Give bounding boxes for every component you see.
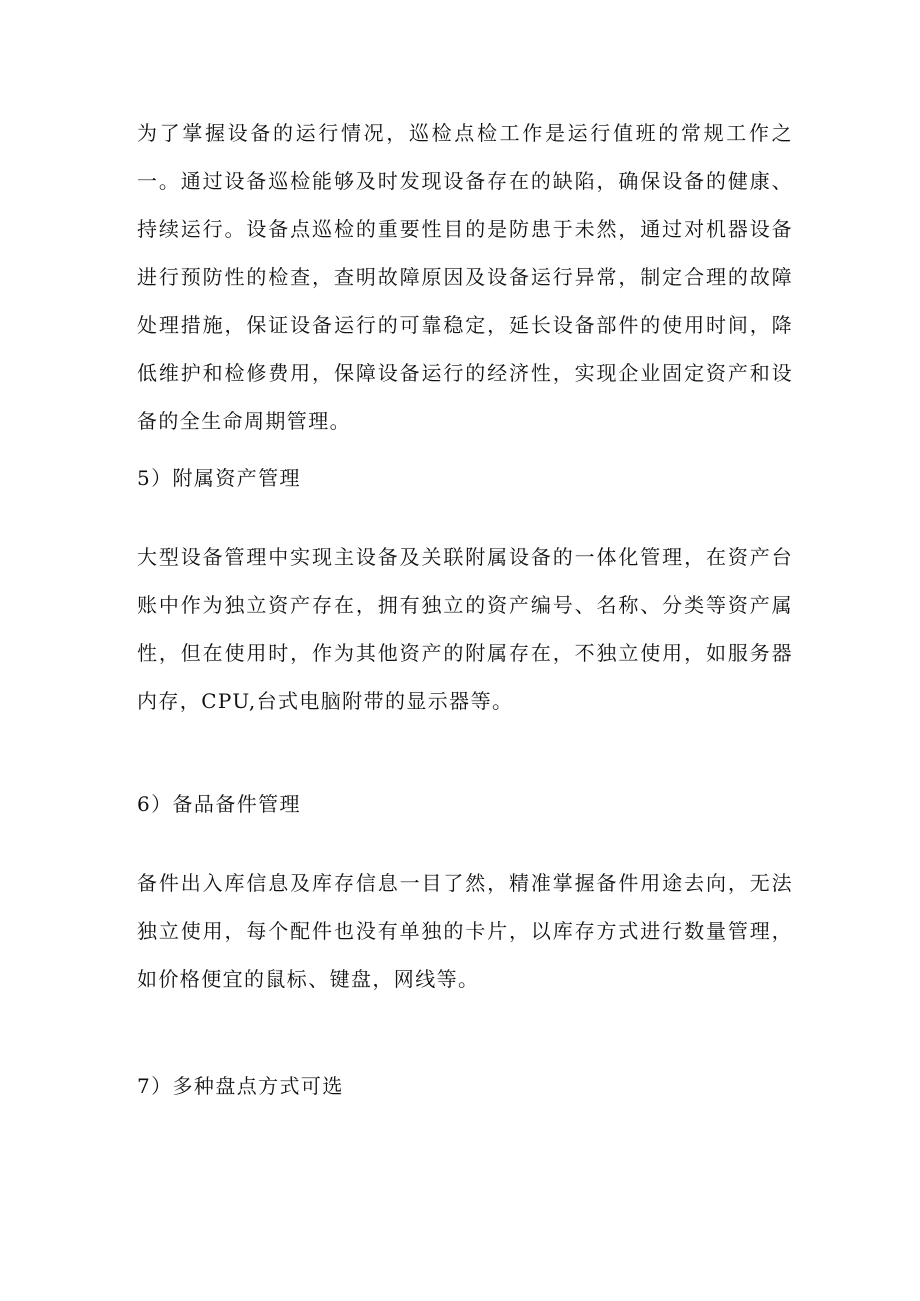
section-heading-attached-assets: 5）附属资产管理 [137, 466, 301, 490]
paragraph-spare-parts: 备件出入库信息及库存信息一目了然，精准掌握备件用途去向，无法独立使用，每个配件也没有单独的卡片，以库存方式进行数量管理，如价格便宜的鼠标、键盘，网线等。 [137, 871, 793, 991]
section-heading-inventory-methods: 7）多种盘点方式可选 [137, 1074, 344, 1098]
paragraph-inspection: 为了掌握设备的运行情况，巡检点检工作是运行值班的常规工作之一。通过设备巡检能够及时发现设备存在的缺陷，确保设备的健康、持续运行。设备点巡检的重要性目的是防患于未然，通过对机器设备进行预防性的检查，查明故障原因及设备运行异常，制定合理的故障处理措施，保证设备运行的可靠稳定，延长设备部件的使用时间，降低维护和检修费用，保障设备运行的经济性，实现企业固定资产和设备的全生命周期管理。 [137, 121, 793, 433]
section-heading-spare-parts: 6）备品备件管理 [137, 792, 301, 816]
paragraph-attached-assets: 大型设备管理中实现主设备及关联附属设备的一体化管理，在资产台账中作为独立资产存在，拥有独立的资产编号、名称、分类等资产属性，但在使用时，作为其他资产的附属存在，不独立使用，如服务器内存，CPU,台式电脑附带的显示器等。 [137, 545, 793, 713]
